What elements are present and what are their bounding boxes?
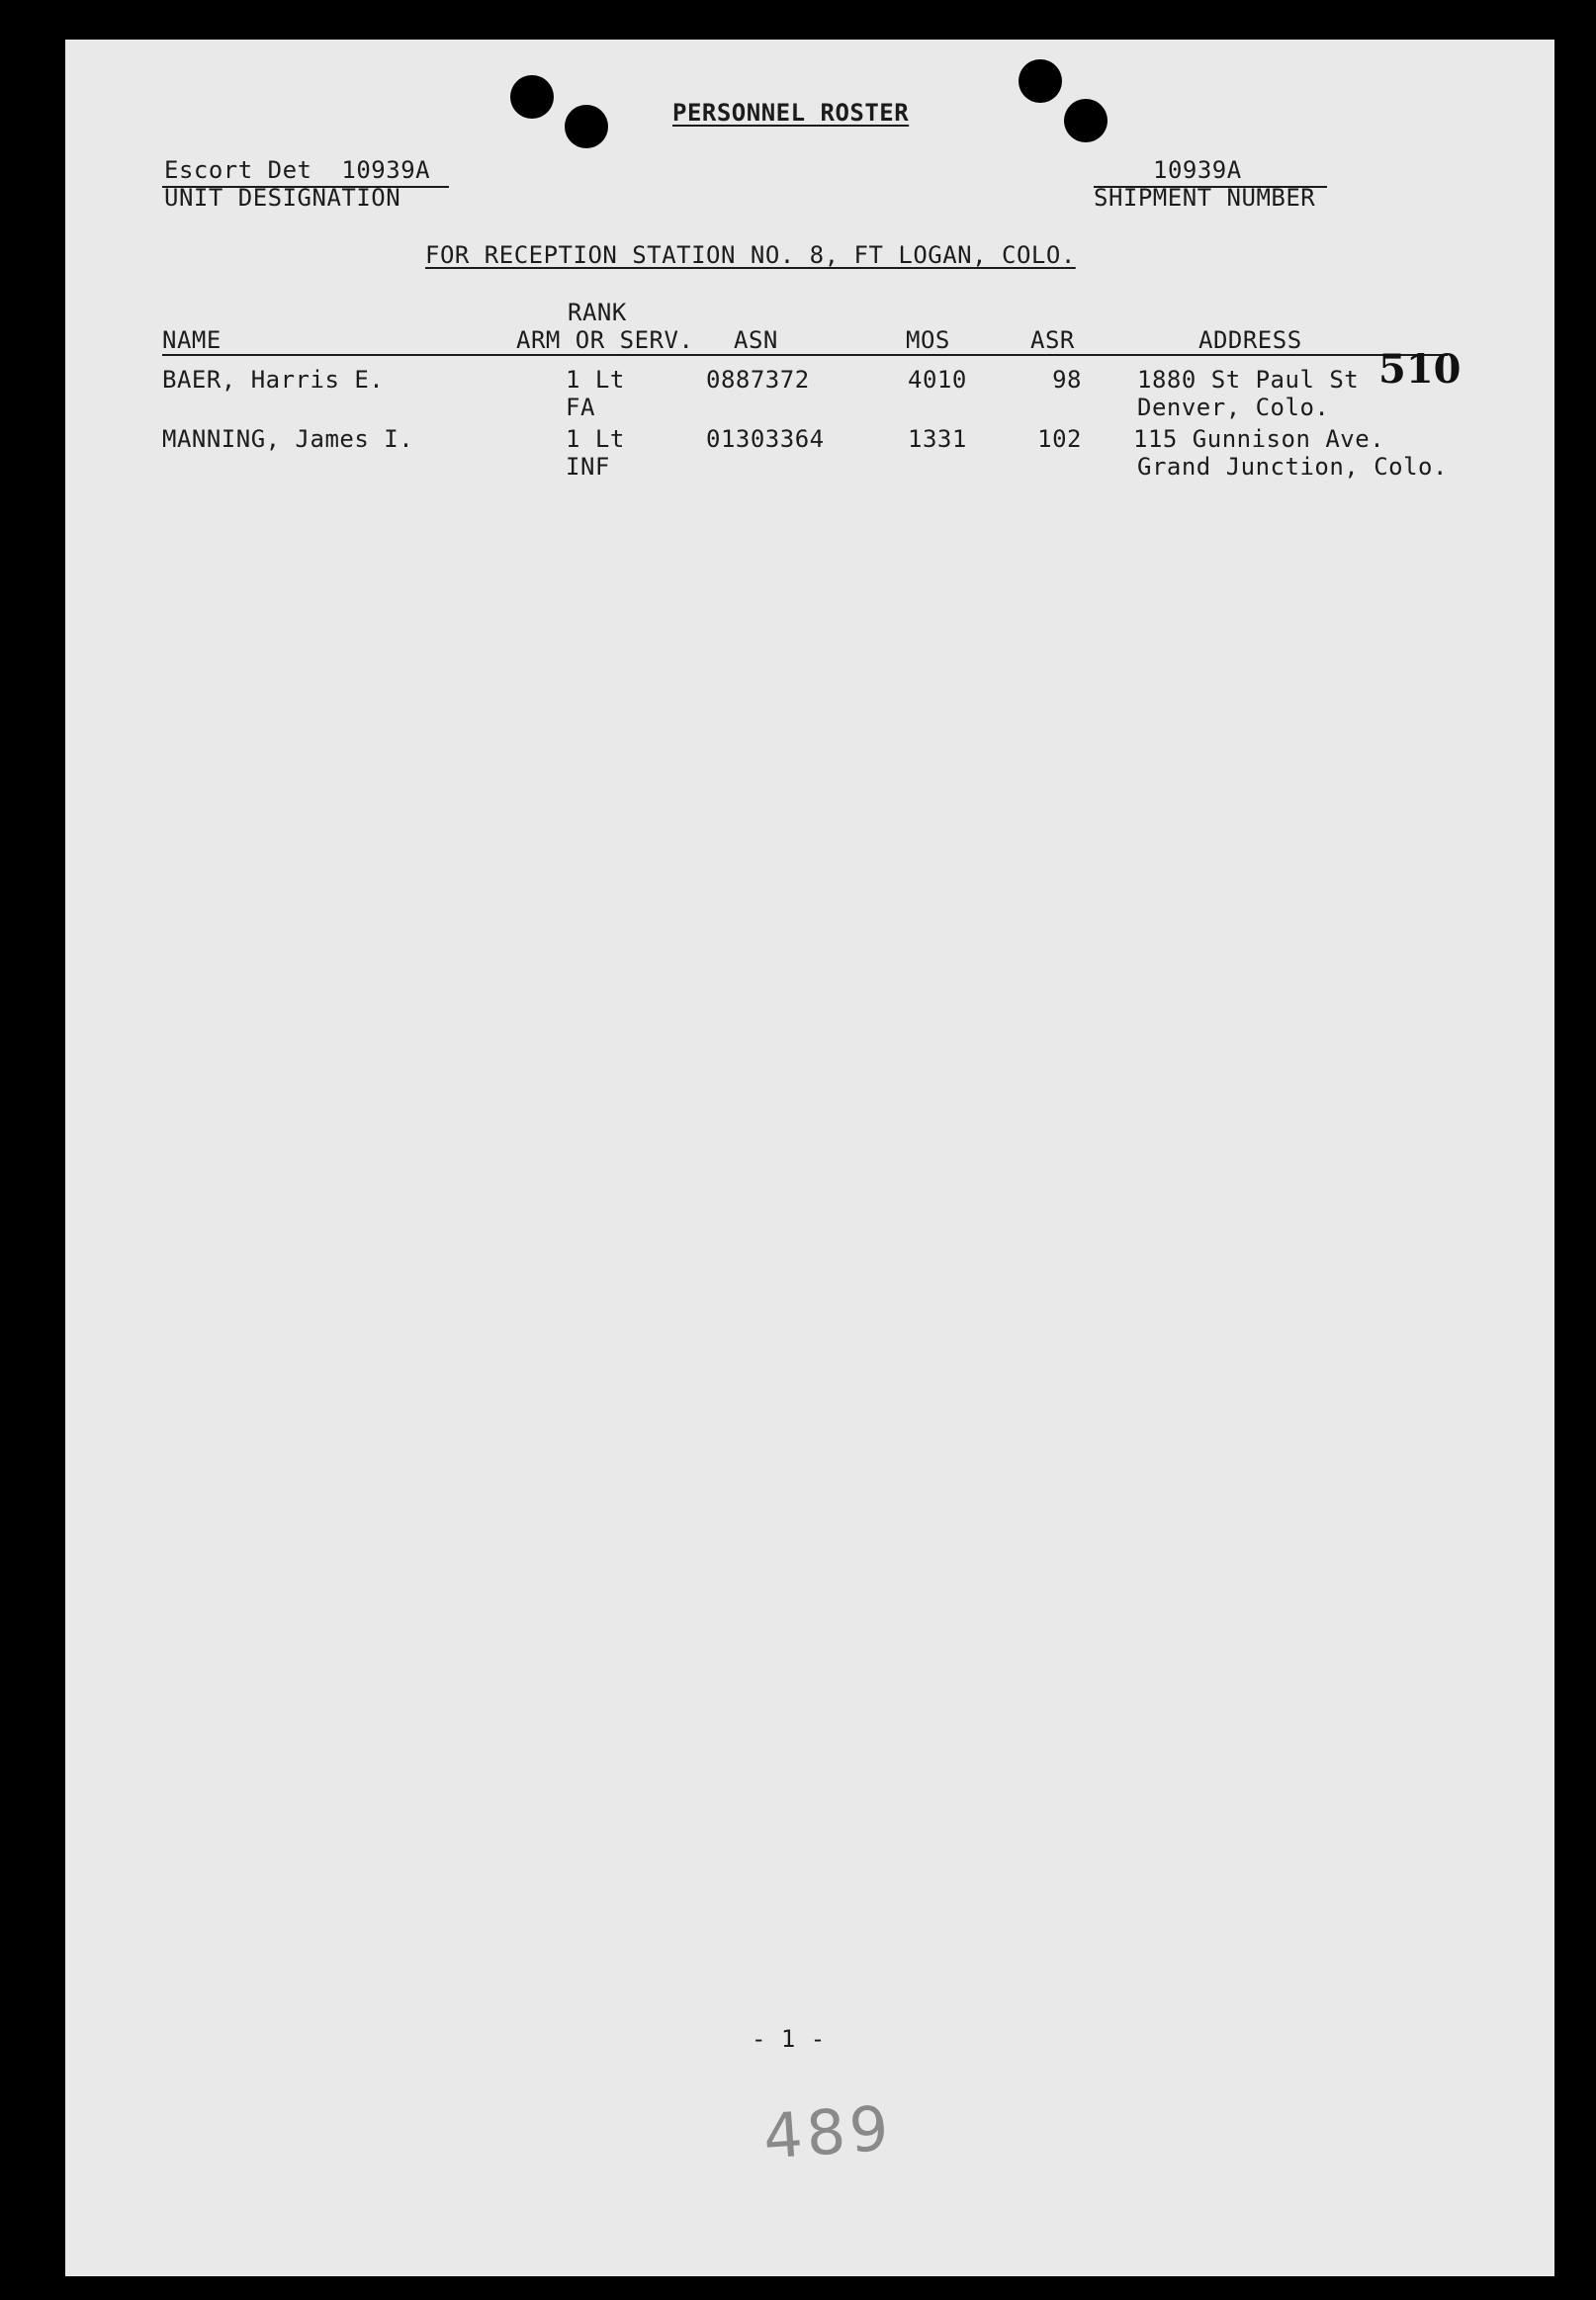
header-arm-or-serv: ARM OR SERV. <box>516 326 694 354</box>
destination-line: FOR RECEPTION STATION NO. 8, FT LOGAN, COLO. <box>425 241 1076 269</box>
punch-hole-4 <box>1064 99 1108 142</box>
punch-hole-3 <box>1019 59 1062 103</box>
row-1-asr: 98 <box>1052 366 1082 394</box>
row-1-rank: 1 Lt <box>566 366 625 394</box>
punch-hole-2 <box>565 105 608 148</box>
row-2-address-line-1: 115 Gunnison Ave. <box>1133 425 1385 453</box>
header-rank: RANK <box>568 299 627 326</box>
row-1-address-line-1: 1880 St Paul St <box>1137 366 1360 394</box>
handwritten-number: 489 <box>760 2091 895 2173</box>
header-asn: ASN <box>734 326 778 354</box>
row-1-address-line-2: Denver, Colo. <box>1137 394 1330 421</box>
row-1-arm: FA <box>566 394 595 421</box>
row-2-rank: 1 Lt <box>566 425 625 453</box>
unit-designation-label: UNIT DESIGNATION <box>164 184 401 212</box>
document-page <box>65 40 1554 2276</box>
shipment-number-value: 10939A <box>1153 156 1242 184</box>
shipment-number-label: SHIPMENT NUMBER <box>1094 184 1316 212</box>
header-name: NAME <box>162 326 222 354</box>
row-2-arm: INF <box>566 453 610 481</box>
row-2-address-line-2: Grand Junction, Colo. <box>1137 453 1448 481</box>
row-2-name: MANNING, James I. <box>162 425 414 453</box>
row-1-asn: 0887372 <box>706 366 810 394</box>
row-2-asr: 102 <box>1037 425 1082 453</box>
row-2-mos: 1331 <box>908 425 967 453</box>
header-mos: MOS <box>906 326 950 354</box>
row-1-name: BAER, Harris E. <box>162 366 385 394</box>
stamp-number: 510 <box>1378 346 1462 393</box>
document-title: PERSONNEL ROSTER <box>672 99 910 127</box>
header-asr: ASR <box>1030 326 1075 354</box>
header-rule <box>162 354 1448 356</box>
unit-designation-value: Escort Det 10939A <box>164 156 431 184</box>
page-number: - 1 - <box>752 2025 826 2053</box>
row-2-asn: 01303364 <box>706 425 825 453</box>
header-address: ADDRESS <box>1198 326 1302 354</box>
row-1-mos: 4010 <box>908 366 967 394</box>
punch-hole-1 <box>510 75 554 119</box>
